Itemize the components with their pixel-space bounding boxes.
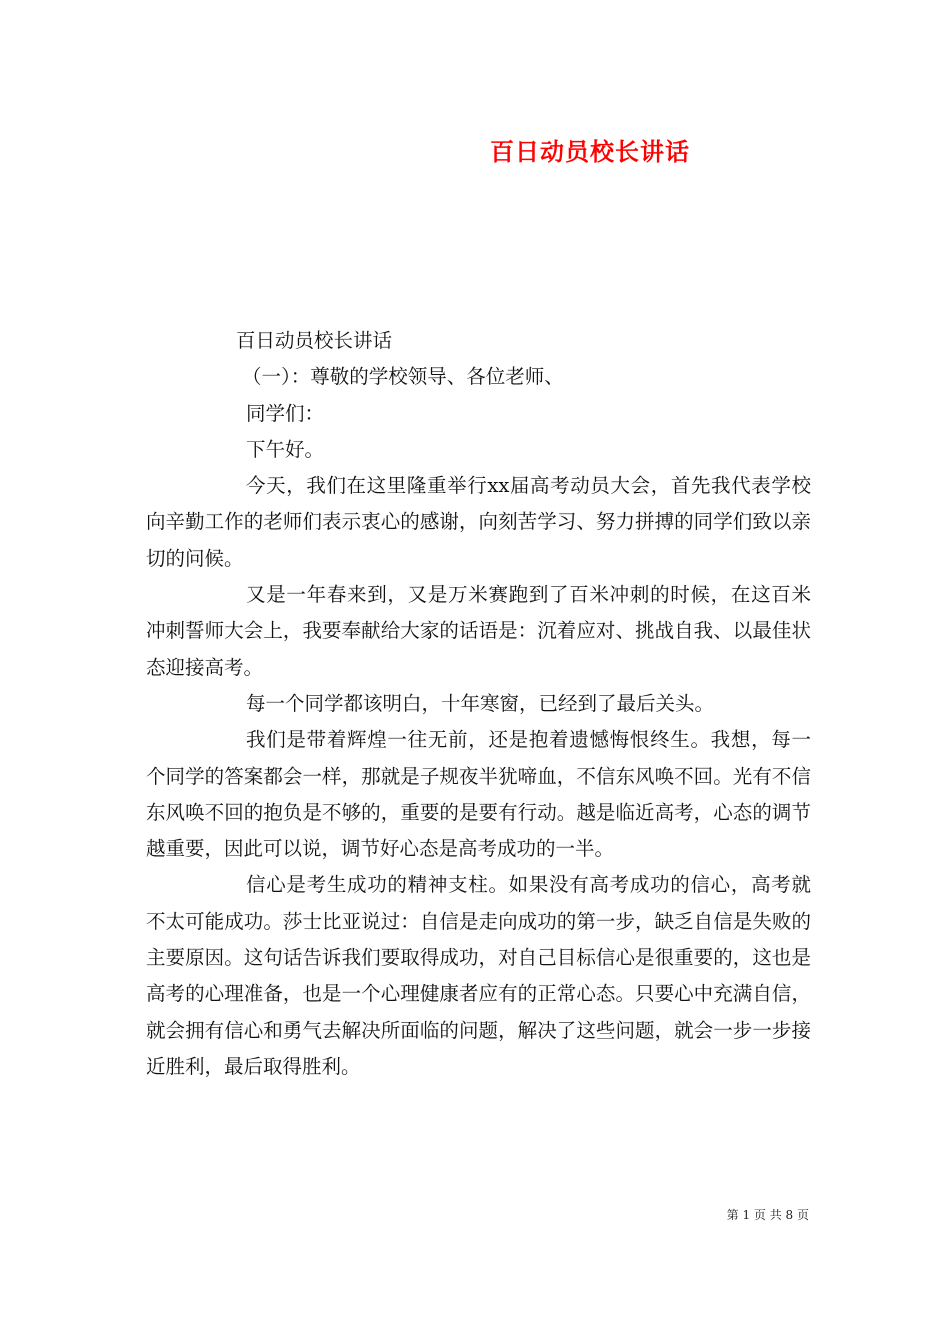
document-title: 百日动员校长讲话 bbox=[490, 137, 690, 166]
salutation-line: （一）：尊敬的学校领导、各位老师、 bbox=[242, 365, 564, 389]
paragraph-5: 信心是考生成功的精神支柱。如果没有高考成功的信心，高考就不太可能成功。莎士比亚说过：自信是走向成功的第一步，缺乏自信是失败的主要原因。这句话告诉我们要取得成功，对自己目标信心是很重要的，这也是高考的心理准备，也是一个心理健康者应有的正常心态。只要心中充满自信，就会拥有信心和勇气去解决所面临的问题，解决了这些问题，就会一步一步接近胜利，最后取得胜利。 bbox=[146, 873, 811, 1078]
document-body bbox=[146, 323, 811, 1085]
greeting-line: 下午好。 bbox=[246, 437, 325, 461]
classmates-line: 同学们： bbox=[246, 401, 325, 425]
paragraph-3: 每一个同学都该明白，十年寒窗，已经到了最后关头。 bbox=[246, 691, 715, 715]
page-number: 第 1 页 共 8 页 bbox=[726, 1208, 809, 1222]
body-heading: 百日动员校长讲话 bbox=[236, 329, 393, 352]
paragraph-2: 又是一年春来到，又是万米赛跑到了百米冲刺的时候，在这百米冲刺誓师大会上，我要奉献给大家的话语是：沉着应对、挑战自我、以最佳状态迎接高考。 bbox=[146, 583, 811, 679]
paragraph-4: 我们是带着辉煌一往无前，还是抱着遗憾悔恨终生。我想，每一个同学的答案都会一样，那就是子规夜半犹啼血，不信东风唤不回。光有不信东风唤不回的抱负是不够的，重要的是要有行动。越是临近高考，心态的调节越重要，因此可以说，调节好心态是高考成功的一半。 bbox=[146, 728, 811, 861]
paragraph-1: 今天，我们在这里隆重举行xx届高考动员大会，首先我代表学校向辛勤工作的老师们表示衷心的感谢，向刻苦学习、努力拼搏的同学们致以亲切的问候。 bbox=[146, 474, 811, 570]
